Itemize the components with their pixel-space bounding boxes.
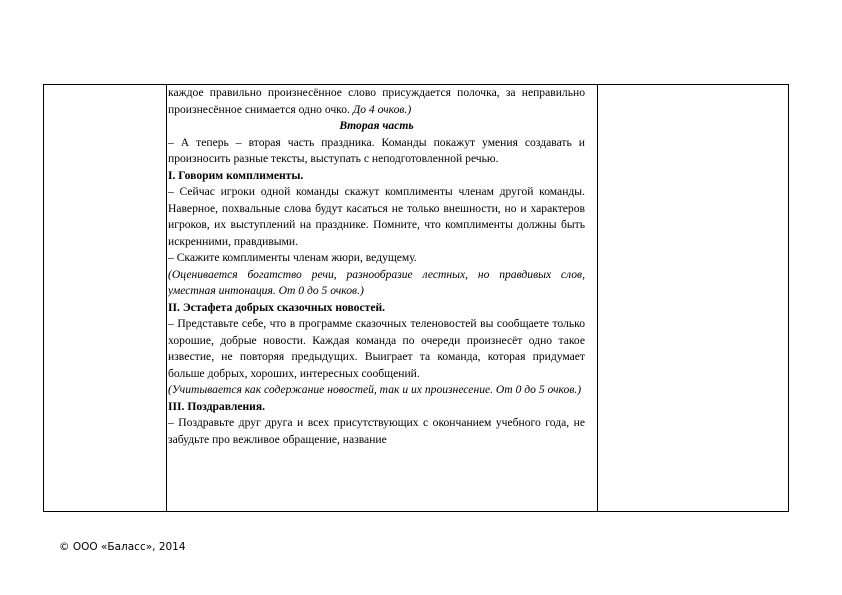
lesson-text-column [168,85,585,511]
paragraph-news-scoring: (Учитывается как содержание новостей, так и их произнесение. От 0 до 5 очков.) [168,383,582,396]
paragraph-compliments-scoring: (Оценивается богатство речи, разнообразие лестных, но правдивых слов, уместная интонация. От 0 до 5 очков.) [168,267,585,297]
paragraph-scoring-text: каждое правильно произнесённое слово присуждается полочка, за неправильно произнесённое снимается одно очко. [168,86,585,116]
column-divider-left [166,85,167,511]
paragraph-scoring-intro [168,85,585,118]
column-divider-right [597,85,598,511]
paragraph-news-relay: – Представьте себе, что в программе сказочных теленовостей вы сообщаете только хорошие, добрые новости. Каждая команда по очереди произнесёт одно такое известие, не повторяя предыдущих. Выиграет та команда, которая придумает больше добрых, хороших, интересных сообщений. [168,317,585,380]
paragraph-scoring-points: До 4 очков.) [352,102,412,116]
paragraph-compliments: – Сейчас игроки одной команды скажут комплименты членам другой команды. Наверное, похвальные слова будут касаться не только внешности, но и характеров игроков, их выступлений на празднике. Помните, что комплименты должны быть искренними, правдивыми. [168,185,585,248]
lesson-table [43,84,789,512]
heading-news-relay: II. Эстафета добрых сказочных новостей. [168,300,386,314]
section-subtitle: Вторая часть [339,119,414,132]
copyright-footer: © ООО «Баласс», 2014 [59,541,186,553]
heading-compliments: I. Говорим комплименты. [168,168,304,182]
paragraph-greetings: – Поздравьте друг друга и всех присутствующих с окончанием учебного года, не забудьте про вежливое обращение, название [168,416,585,446]
paragraph-jury-compliments: – Скажите комплименты членам жюри, ведущему. [168,251,417,264]
paragraph-second-part: – А теперь – вторая часть праздника. Команды покажут умения создавать и произносить разные тексты, выступать с неподготовленной речью. [168,135,585,165]
heading-greetings: III. Поздравления. [168,399,265,413]
